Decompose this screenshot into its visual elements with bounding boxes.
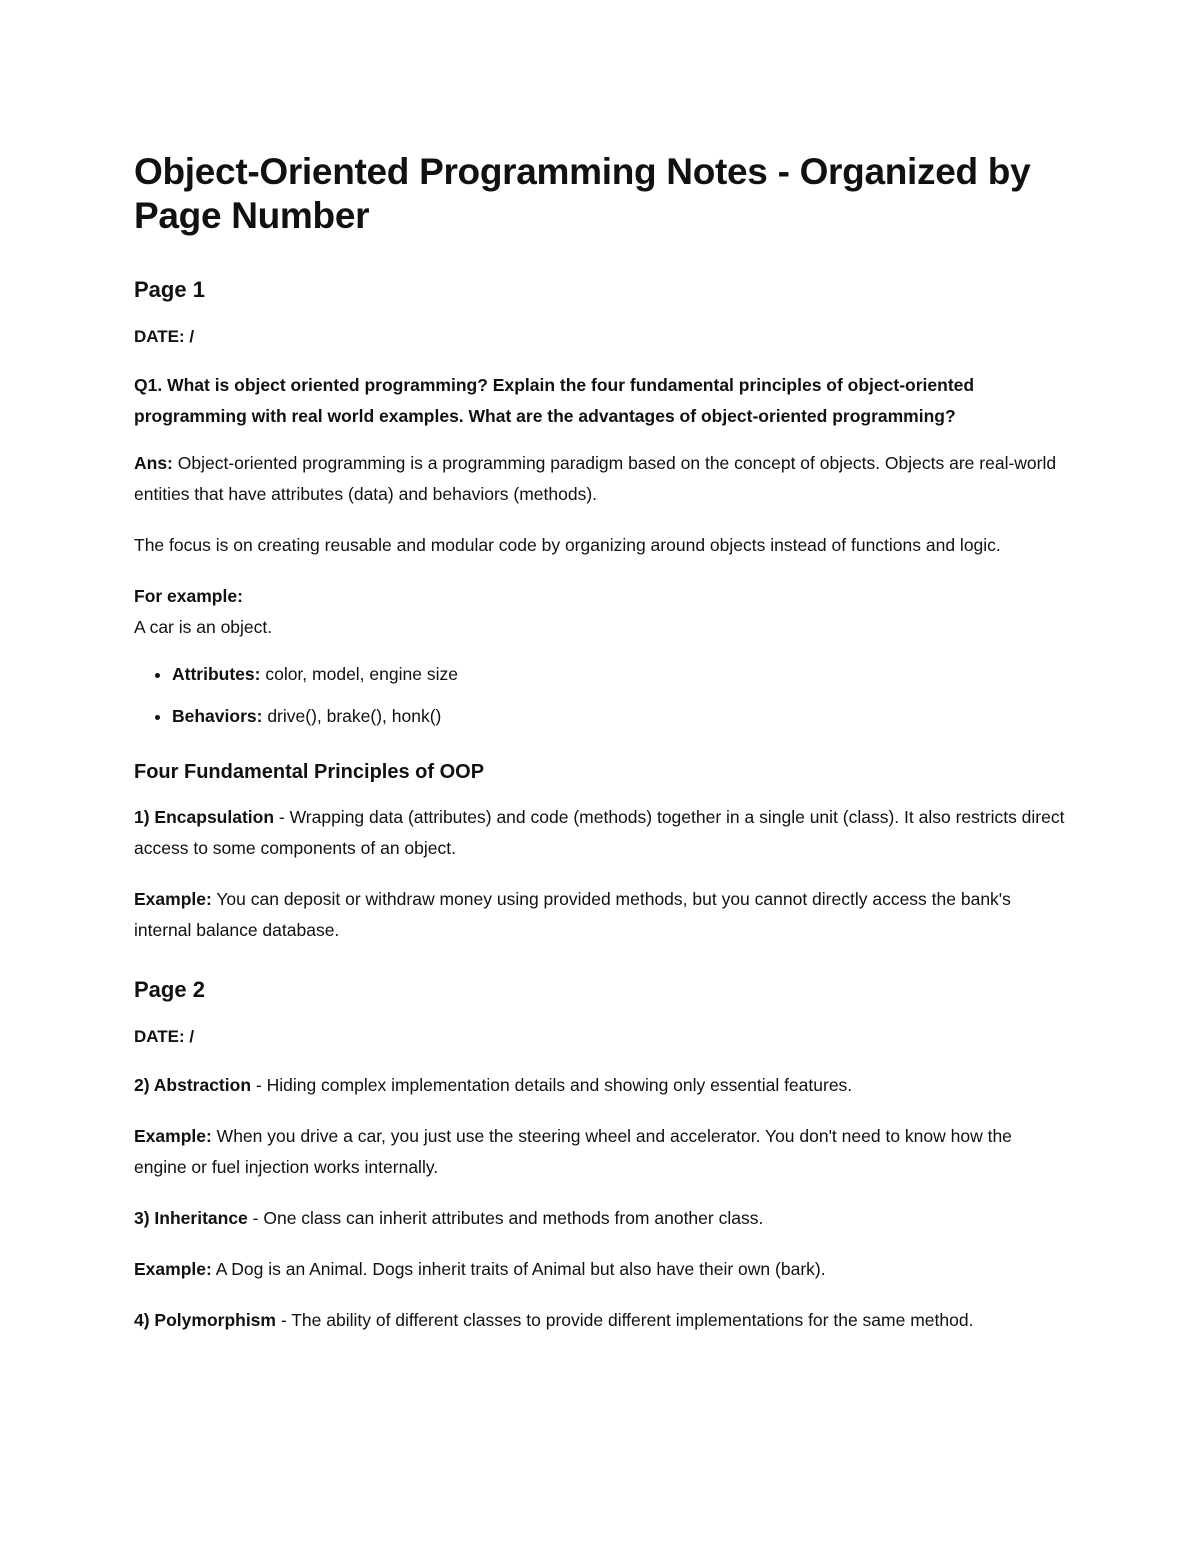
document-title: Object-Oriented Programming Notes - Organized by Page Number <box>134 151 1031 236</box>
bullet-behaviors-text: drive(), brake(), honk() <box>262 706 442 726</box>
polymorphism-text: - The ability of different classes to provide different implementations for the same method. <box>275 1310 974 1330</box>
page-1-section <box>134 276 1069 946</box>
polymorphism-label: 4) Polymorphism <box>134 1310 276 1330</box>
inheritance-example-label: Example: <box>134 1259 212 1279</box>
encapsulation-text: - Wrapping data (attributes) and code (methods) together in a single unit (class). It also restricts direct access to some components of an object. <box>134 807 1065 858</box>
bullet-attributes <box>172 659 1069 690</box>
inheritance-text: - One class can inherit attributes and methods from another class. <box>247 1208 764 1228</box>
page-2-label: Page 2 <box>134 977 205 1002</box>
page-2-section <box>134 976 1069 1336</box>
abstraction-example-label: Example: <box>134 1126 212 1146</box>
focus-paragraph: The focus is on creating reusable and modular code by organizing around objects instead of functions and logic. <box>134 535 1001 555</box>
bullet-behaviors-label: Behaviors: <box>172 706 263 726</box>
bullet-behaviors <box>172 701 1069 732</box>
document-page <box>134 150 1069 1356</box>
question-1: Q1. What is object oriented programming? Explain the four fundamental principles of object-oriented programming with real world examples. What are the advantages of object-oriented programming? <box>134 375 975 426</box>
abstraction-label: 2) Abstraction <box>134 1075 252 1095</box>
encapsulation-label: 1) Encapsulation <box>134 807 275 827</box>
page-2-date: DATE: / <box>134 1027 195 1046</box>
answer-paragraph <box>134 448 1069 510</box>
abstraction-paragraph <box>134 1070 1069 1101</box>
inheritance-example-text: A Dog is an Animal. Dogs inherit traits of Animal but also have their own (bark). <box>211 1259 826 1279</box>
abstraction-text: - Hiding complex implementation details and showing only essential features. <box>251 1075 853 1095</box>
encapsulation-example-label: Example: <box>134 889 212 909</box>
page-1-date: DATE: / <box>134 327 195 346</box>
encapsulation-paragraph <box>134 802 1069 864</box>
inheritance-paragraph <box>134 1203 1069 1234</box>
abstraction-example <box>134 1121 1069 1183</box>
bullet-attributes-label: Attributes: <box>172 664 261 684</box>
for-example-label: For example: <box>134 586 243 606</box>
answer-text: Object-oriented programming is a programming paradigm based on the concept of objects. Objects are real-world entities that have attributes (data) and behaviors (methods). <box>134 453 1057 504</box>
abstraction-example-text: When you drive a car, you just use the steering wheel and accelerator. You don't need to know how the engine or fuel injection works internally. <box>134 1126 1012 1177</box>
inheritance-example <box>134 1254 1069 1285</box>
encapsulation-example-text: You can deposit or withdraw money using provided methods, but you cannot directly access the bank's internal balance database. <box>134 889 1011 940</box>
for-example-block <box>134 581 1069 643</box>
principles-heading: Four Fundamental Principles of OOP <box>134 761 485 783</box>
inheritance-label: 3) Inheritance <box>134 1208 248 1228</box>
bullet-attributes-text: color, model, engine size <box>260 664 458 684</box>
car-bullet-list <box>134 659 1069 732</box>
for-example-text: A car is an object. <box>134 617 273 637</box>
page-1-label: Page 1 <box>134 277 205 302</box>
polymorphism-paragraph <box>134 1305 1069 1336</box>
encapsulation-example <box>134 884 1069 946</box>
answer-label: Ans: <box>134 453 173 473</box>
